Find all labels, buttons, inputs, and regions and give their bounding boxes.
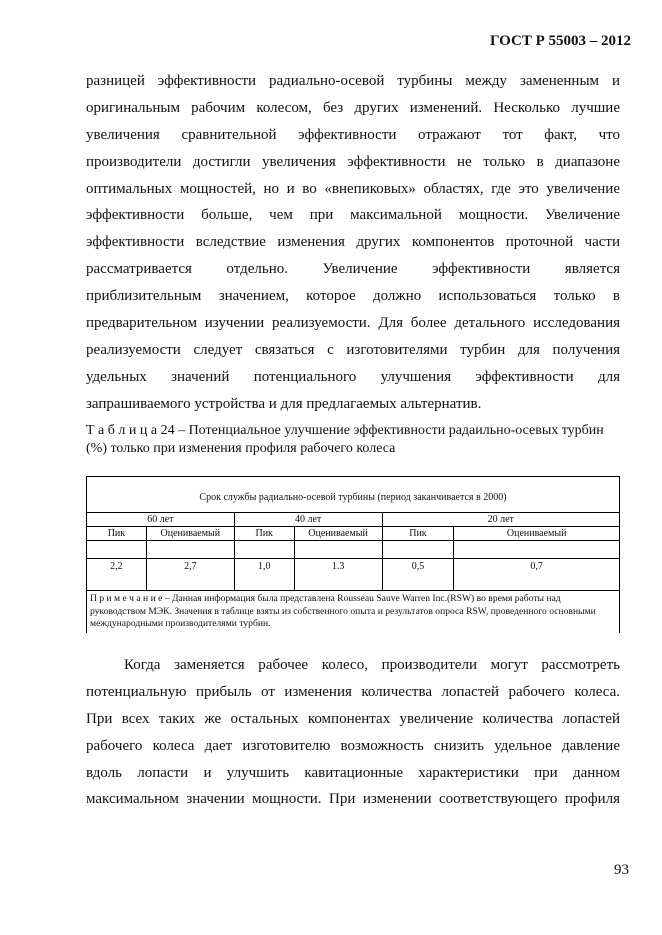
- text-line: рабочего колеса дает изготовителю возможность снизить удельное давление: [86, 737, 620, 754]
- table-cell: 2,7: [146, 559, 234, 591]
- body-paragraph-1: [86, 68, 620, 418]
- text-line: вдоль лопасти и улучшить кавитационные характеристики при данном: [86, 764, 620, 781]
- table-row: [87, 541, 620, 559]
- group-header: 20 лет: [382, 513, 619, 527]
- text-line: запрашиваемого устройства и для предлагаемых альтернатив.: [86, 395, 482, 412]
- table-row: [87, 559, 620, 591]
- group-header: 60 лет: [87, 513, 235, 527]
- table-note: П р и м е ч а н и е – Данная информация была представлена Rousseau Sauve Warren Inc.(RSW) во время работы над руководством МЭК. Значения в таблице взяты из собственного опыта и результатов опроса RSW, проведенного основными международными производителями турбин.: [87, 591, 620, 633]
- text-line: производители достигли увеличения эффективности не только в диапазоне: [86, 153, 620, 170]
- table-title: Срок службы радиально-осевой турбины (период заканчивается в 2000): [87, 477, 620, 513]
- column-header: Пик: [87, 527, 147, 541]
- text-line: рассматривается отдельно. Увеличение эффективности является: [86, 261, 620, 278]
- text-line: Когда заменяется рабочее колесо, производители могут рассмотреть: [124, 657, 620, 673]
- column-header: Оцениваемый: [146, 527, 234, 541]
- table-cell: 0,7: [454, 559, 620, 591]
- text-line: реализуемости следует связаться с изготовителями турбин для получения: [86, 341, 620, 358]
- table-cell: [146, 541, 234, 559]
- table-caption: Т а б л и ц а 24 – Потенциальное улучшение эффективности радаильно-осевых турбин (%) только при изменения профиля рабочего колеса: [86, 423, 604, 456]
- text-line: приблизительным значением, которое должно использоваться только в: [86, 288, 620, 305]
- table-cell: [382, 541, 454, 559]
- column-header: Оцениваемый: [294, 527, 382, 541]
- text-line: оптимальных мощностей, но и во «внепиковых» областях, где это увеличение: [86, 180, 620, 197]
- text-line: максимальном значении мощности. При изменении соответствующего профиля: [86, 791, 620, 808]
- text-line: предварительном изучении реализуемости. Для более детального исследования: [86, 315, 620, 332]
- text-line: При всех таких же остальных компонентах увеличение количества лопастей: [86, 710, 620, 727]
- efficiency-table: [86, 476, 620, 633]
- table-cell: 1.3: [294, 559, 382, 591]
- table-cell: [87, 541, 147, 559]
- table-cell: 0,5: [382, 559, 454, 591]
- column-header: Пик: [234, 527, 294, 541]
- page-number: 93: [614, 862, 629, 878]
- group-header: 40 лет: [234, 513, 382, 527]
- table-cell: [454, 541, 620, 559]
- column-header: Пик: [382, 527, 454, 541]
- text-line: эффективности больше, чем при максимальной мощности. Увеличение: [86, 207, 620, 224]
- text-line: увеличения сравнительной эффективности отражают тот факт, что: [86, 126, 620, 143]
- text-line: эффективности вследствие изменения других компонентов проточной части: [86, 234, 620, 251]
- body-paragraph-2: [86, 652, 620, 813]
- text-line: разницей эффективности радиально-осевой турбины между замененным и: [86, 73, 620, 89]
- text-line: потенциальную прибыль от изменения количества лопастей рабочего колеса.: [86, 683, 620, 700]
- table-cell: [234, 541, 294, 559]
- column-header: Оцениваемый: [454, 527, 620, 541]
- text-line: оригинальным рабочим колесом, без других изменений. Несколько лучшие: [86, 99, 620, 116]
- table-cell: 2,2: [87, 559, 147, 591]
- table-cell: [294, 541, 382, 559]
- document-header: ГОСТ Р 55003 – 2012: [489, 33, 631, 49]
- text-line: удельных значений потенциального улучшения эффективности для: [86, 368, 620, 385]
- table-cell: 1,0: [234, 559, 294, 591]
